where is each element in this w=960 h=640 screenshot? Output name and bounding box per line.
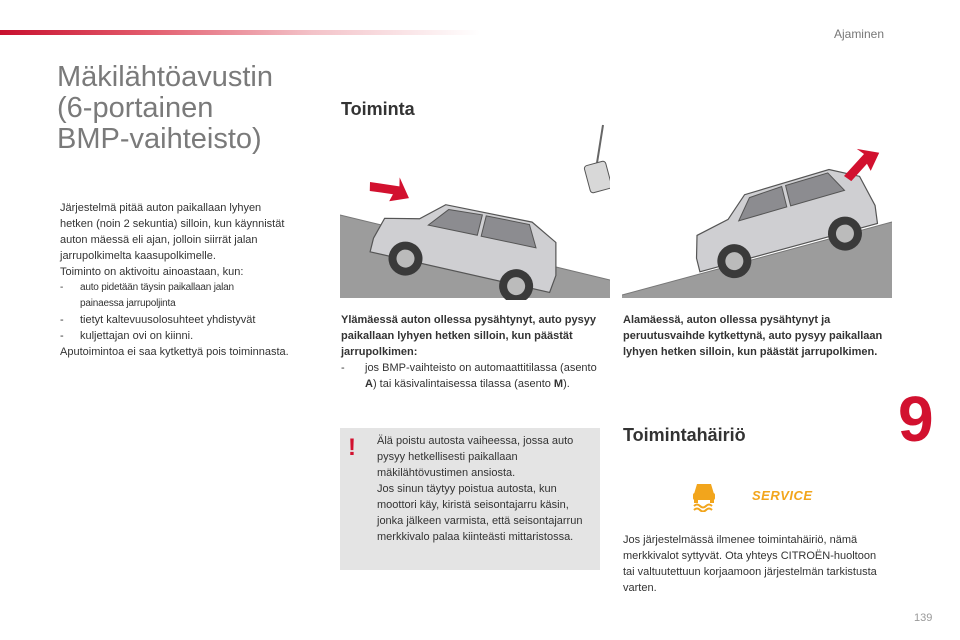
intro-line: jarrupolkimelta kaasupolkimelle. <box>60 250 216 262</box>
condition-list <box>60 280 320 344</box>
intro-line: Toiminto on aktivoitu ainoastaan, kun: <box>60 266 244 278</box>
downhill-illustration <box>622 140 892 300</box>
condition-item <box>60 280 320 312</box>
mode-m: M <box>553 378 564 390</box>
warning-paragraph: Älä poistu autosta vaiheessa, jossa auto pysyy hetkellisesti paikallaan mäkilähtövustimen ansiosta. <box>377 435 574 479</box>
uphill-caption <box>341 312 603 392</box>
intro-outro: Aputoimintoa ei saa kytkettyä pois toiminnasta. <box>60 346 289 358</box>
caption-text: jos BMP-vaihteisto on automaattitilassa (asento <box>365 362 597 374</box>
downhill-caption: Alamäessä, auton ollessa pysähtynyt ja peruutusvaihde kytkettynä, auto pysyy paikallaan lyhyen hetken silloin, kun päästät jarrupolkimen. <box>623 314 883 358</box>
uphill-illustration <box>340 120 610 300</box>
uphill-caption-bold: Ylämäessä auton ollessa pysähtynyt, auto pysyy paikallaan lyhyen hetken silloin, kun päästät jarrupolkimen: <box>341 314 596 358</box>
section-label: Ajaminen <box>833 27 884 41</box>
warning-paragraph: Jos sinun täytyy poistua autosta, kun moottori käy, kiristä seisontajarru käsin, jonka jälkeen varmista, että seisontajarrun merkkivalo palaa kiinteästi mittaristossa. <box>377 483 583 543</box>
header-accent-bar <box>0 30 480 35</box>
mode-a: A <box>365 378 373 390</box>
chapter-number: 9 <box>898 383 934 455</box>
caption-text: ). <box>563 378 570 390</box>
condition-item: - kuljettajan ovi on kiinni. <box>60 328 320 344</box>
warning-box <box>340 428 600 570</box>
page-title <box>57 62 317 155</box>
condition-item: - tietyt kaltevuusolosuhteet yhdistyvät <box>60 312 320 328</box>
warning-text <box>377 433 592 545</box>
intro-line: Järjestelmä pitää auton paikallaan lyhyen <box>60 202 262 214</box>
page-number: 139 <box>914 612 933 624</box>
condition-item-text: painaessa jarrupoljinta <box>80 298 176 309</box>
condition-item-text: auto pidetään täysin paikallaan jalan <box>80 282 234 293</box>
heading-toiminta: Toiminta <box>341 99 415 119</box>
intro-line: auton mäessä eli ajan, jolloin siirrät jalan <box>60 234 258 246</box>
warning-exclamation-icon: ! <box>348 434 356 461</box>
heading-toimintahairio: Toimintahäiriö <box>623 425 746 445</box>
pedal-icon <box>584 125 610 193</box>
arrow-icon <box>366 166 415 209</box>
fault-text: Jos järjestelmässä ilmenee toimintahäiriö, nämä merkkivalot syttyvät. Ota yhteys CITROËN-huoltoon tai valtuutettuun korjaamoon järjestelmän tarkistusta varten. <box>623 534 877 594</box>
intro-text <box>60 200 320 360</box>
page-title-line: BMP-vaihteisto) <box>57 123 262 155</box>
intro-line: hetken (noin 2 sekuntia) silloin, kun käynnistät <box>60 218 285 230</box>
caption-text: ) tai käsivalintaisessa tilassa (asento <box>372 378 554 390</box>
service-indicator: SERVICE <box>752 488 813 503</box>
uphill-caption-item <box>341 360 603 392</box>
skid-warning-icon <box>688 480 720 512</box>
page-title-line: (6-portainen <box>57 92 214 124</box>
page-title-line: Mäkilähtöavustin <box>57 61 273 93</box>
